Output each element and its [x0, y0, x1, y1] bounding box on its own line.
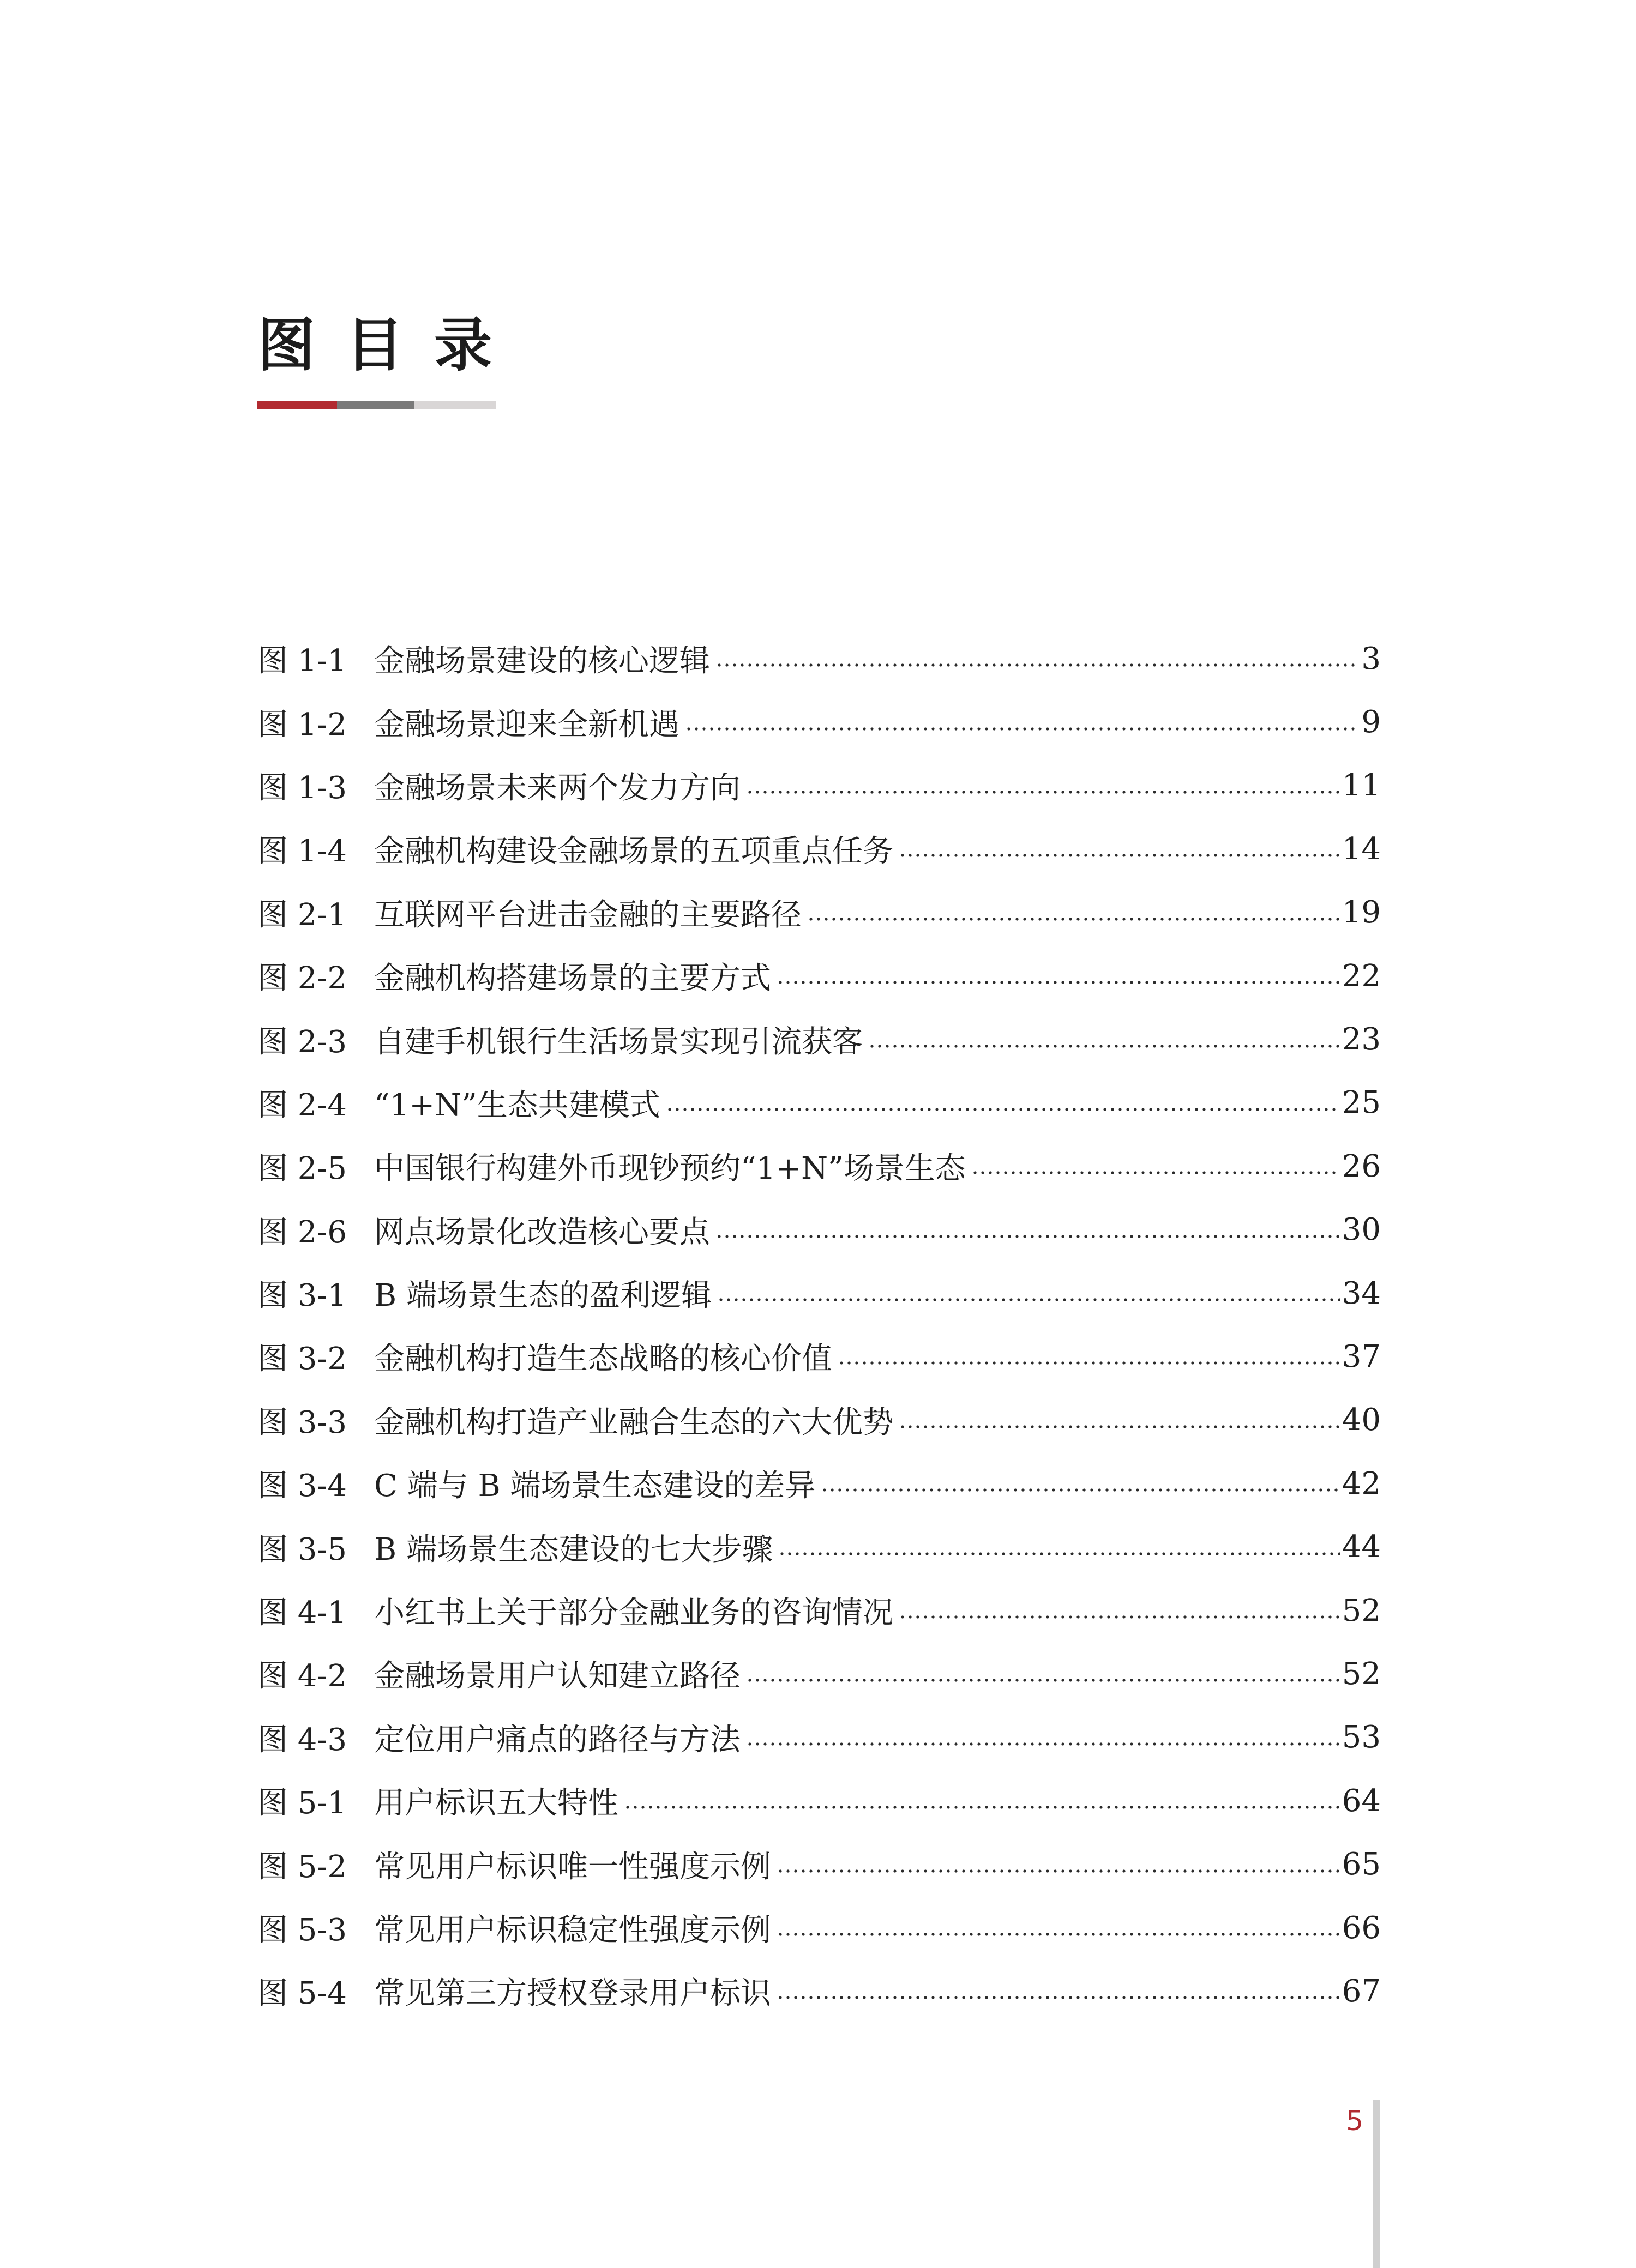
toc-entry-page-number: 9: [1361, 704, 1381, 740]
toc-entry-label: 图 2-5: [257, 1151, 347, 1187]
toc-entry-label: 图 5-3: [257, 1913, 347, 1948]
toc-entry[interactable]: [257, 944, 1381, 1008]
toc-entry[interactable]: [257, 1262, 1381, 1325]
toc-dot-leader: [717, 1298, 1340, 1301]
toc-entry-title: 金融场景迎来全新机遇: [374, 707, 679, 743]
toc-entry[interactable]: [257, 1452, 1381, 1515]
toc-dot-leader: [715, 663, 1359, 667]
toc-entry-page-number: 30: [1342, 1212, 1381, 1248]
toc-entry-title: 常见第三方授权登录用户标识: [374, 1976, 771, 2012]
toc-entry-label: 图 2-1: [257, 897, 347, 933]
toc-entry-page-number: 19: [1342, 895, 1381, 931]
toc-dot-leader: [899, 1425, 1340, 1428]
toc-dot-leader: [777, 1996, 1340, 1999]
toc-entry-page-number: 23: [1342, 1022, 1381, 1058]
toc-dot-leader: [666, 1108, 1340, 1111]
toc-entry-label: 图 2-3: [257, 1024, 347, 1060]
toc-entry-page-number: 11: [1342, 768, 1381, 804]
toc-entry[interactable]: [257, 1579, 1381, 1642]
toc-entry-page-number: 52: [1342, 1593, 1381, 1628]
toc-entry-page-number: 34: [1342, 1275, 1381, 1311]
toc-entry-title: “1+N”生态共建模式: [374, 1087, 660, 1123]
toc-dot-leader: [624, 1806, 1340, 1809]
title-underline-light-segment: [414, 401, 496, 409]
toc-entry-title: 常见用户标识稳定性强度示例: [374, 1913, 771, 1948]
toc-entry[interactable]: [257, 1198, 1381, 1262]
toc-entry-title: 用户标识五大特性: [374, 1786, 618, 1821]
toc-entry[interactable]: [257, 1706, 1381, 1769]
toc-entry[interactable]: [257, 881, 1381, 944]
toc-entry[interactable]: [257, 1642, 1381, 1705]
toc-entry[interactable]: [257, 627, 1381, 690]
toc-entry-label: 图 3-1: [257, 1278, 347, 1314]
title-underline-gray-segment: [337, 401, 414, 409]
toc-entry[interactable]: [257, 1832, 1381, 1896]
toc-dot-leader: [838, 1361, 1340, 1365]
toc-dot-leader: [777, 1869, 1340, 1873]
toc-entry-title: 金融机构打造生态战略的核心价值: [374, 1341, 832, 1377]
toc-dot-leader: [899, 854, 1340, 857]
toc-entry-page-number: 64: [1342, 1783, 1381, 1819]
toc-dot-leader: [777, 981, 1340, 984]
toc-entry-label: 图 4-3: [257, 1722, 347, 1758]
toc-entry-title: 金融场景建设的核心逻辑: [374, 643, 710, 679]
toc-entry-title: 中国银行构建外币现钞预约“1+N”场景生态: [374, 1151, 966, 1187]
toc-entry-label: 图 5-2: [257, 1849, 347, 1885]
figure-toc-list: [257, 627, 1381, 2023]
toc-entry-label: 图 4-2: [257, 1658, 347, 1694]
toc-entry-label: 图 3-2: [257, 1341, 347, 1377]
toc-entry[interactable]: [257, 1959, 1381, 2023]
toc-entry[interactable]: [257, 1389, 1381, 1452]
toc-dot-leader: [807, 918, 1340, 921]
toc-entry-title: 自建手机银行生活场景实现引流获客: [374, 1024, 863, 1060]
toc-dot-leader: [746, 791, 1340, 794]
page-title: 图目录: [257, 311, 522, 379]
toc-entry-label: 图 3-5: [257, 1531, 347, 1567]
toc-entry-page-number: 52: [1342, 1656, 1381, 1692]
title-underline: [257, 401, 496, 409]
toc-entry-title: 定位用户痛点的路径与方法: [374, 1722, 741, 1758]
toc-entry-title: 小红书上关于部分金融业务的咨询情况: [374, 1595, 893, 1631]
toc-dot-leader: [868, 1045, 1340, 1048]
toc-entry-page-number: 65: [1342, 1847, 1381, 1883]
toc-entry-label: 图 3-4: [257, 1468, 347, 1504]
toc-entry-label: 图 4-1: [257, 1595, 347, 1631]
toc-entry-page-number: 44: [1342, 1529, 1381, 1565]
toc-entry[interactable]: [257, 1769, 1381, 1832]
toc-entry[interactable]: [257, 1071, 1381, 1135]
toc-entry-title: 金融机构建设金融场景的五项重点任务: [374, 834, 893, 870]
toc-entry-title: B 端场景生态建设的七大步骤: [374, 1531, 773, 1567]
toc-entry-label: 图 1-1: [257, 643, 347, 679]
toc-dot-leader: [715, 1235, 1340, 1238]
toc-entry-title: 金融机构打造产业融合生态的六大优势: [374, 1404, 893, 1440]
toc-entry-page-number: 14: [1342, 831, 1381, 867]
toc-dot-leader: [685, 727, 1359, 731]
title-underline-red-segment: [257, 401, 337, 409]
toc-entry[interactable]: [257, 1896, 1381, 1959]
toc-entry-page-number: 53: [1342, 1720, 1381, 1756]
toc-entry-label: 图 2-2: [257, 961, 347, 997]
toc-entry-title: C 端与 B 端场景生态建设的差异: [374, 1468, 816, 1504]
toc-dot-leader: [821, 1488, 1339, 1492]
toc-dot-leader: [971, 1171, 1340, 1174]
toc-entry-page-number: 42: [1342, 1465, 1381, 1501]
toc-entry[interactable]: [257, 754, 1381, 817]
toc-entry-page-number: 25: [1342, 1085, 1381, 1121]
toc-entry-page-number: 67: [1342, 1973, 1381, 2009]
toc-entry-title: 金融场景用户认知建立路径: [374, 1658, 741, 1694]
toc-entry-label: 图 2-6: [257, 1214, 347, 1250]
toc-dot-leader: [899, 1615, 1340, 1619]
toc-entry-page-number: 22: [1342, 958, 1381, 994]
toc-entry-label: 图 5-4: [257, 1976, 347, 2012]
toc-entry-title: 网点场景化改造核心要点: [374, 1214, 710, 1250]
toc-entry-label: 图 5-1: [257, 1786, 347, 1821]
toc-entry-label: 图 2-4: [257, 1087, 347, 1123]
toc-entry[interactable]: [257, 1008, 1381, 1071]
toc-dot-leader: [777, 1933, 1340, 1936]
toc-dot-leader: [746, 1742, 1340, 1746]
toc-entry-page-number: 66: [1342, 1910, 1381, 1946]
toc-entry-title: 金融机构搭建场景的主要方式: [374, 961, 771, 997]
toc-entry-page-number: 40: [1342, 1402, 1381, 1438]
toc-dot-leader: [746, 1679, 1340, 1682]
toc-entry-label: 图 3-3: [257, 1404, 347, 1440]
toc-entry[interactable]: [257, 817, 1381, 880]
toc-entry[interactable]: [257, 1515, 1381, 1578]
toc-entry-title: 互联网平台进击金融的主要路径: [374, 897, 802, 933]
toc-dot-leader: [778, 1552, 1340, 1555]
toc-entry-title: B 端场景生态的盈利逻辑: [374, 1278, 712, 1314]
toc-entry-page-number: 3: [1361, 641, 1381, 677]
toc-entry[interactable]: [257, 690, 1381, 753]
toc-entry-label: 图 1-3: [257, 770, 347, 806]
toc-entry-page-number: 37: [1342, 1338, 1381, 1374]
toc-entry[interactable]: [257, 1325, 1381, 1388]
toc-entry-title: 金融场景未来两个发力方向: [374, 770, 741, 806]
toc-entry-title: 常见用户标识唯一性强度示例: [374, 1849, 771, 1885]
toc-entry-page-number: 26: [1342, 1148, 1381, 1184]
toc-entry[interactable]: [257, 1135, 1381, 1198]
toc-entry-label: 图 1-2: [257, 707, 347, 743]
page-number: 5: [1346, 2105, 1363, 2137]
toc-entry-label: 图 1-4: [257, 834, 347, 870]
page-edge-bar: [1373, 2100, 1380, 2268]
